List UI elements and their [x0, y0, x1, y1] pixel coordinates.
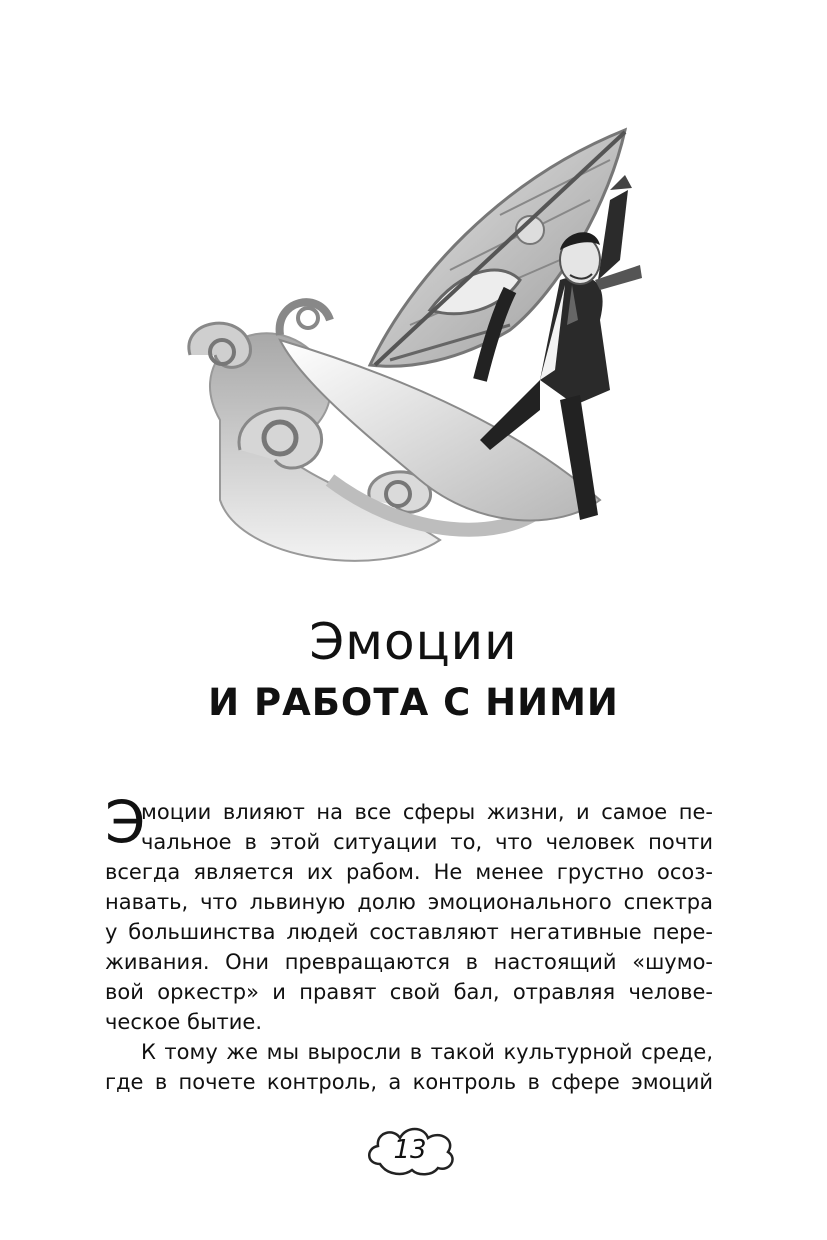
page-number: 13 — [393, 1135, 427, 1165]
text-line: ческое бытие. — [105, 1010, 263, 1034]
page-number-badge — [362, 1120, 458, 1180]
text-line: всегда является их рабом. Не менее грустно осоз- — [105, 860, 713, 884]
chapter-title: Эмоции — [309, 613, 518, 671]
text-line: К тому же мы выросли в такой культурной среде, — [141, 1040, 713, 1064]
text-line: навать, что львиную долю эмоционального спектра — [105, 890, 713, 914]
text-line: чальное в этой ситуации то, что человек почти — [141, 830, 713, 854]
text-line: моции влияют на все сферы жизни, и самое пе- — [141, 800, 713, 824]
drop-cap: Э — [105, 788, 146, 856]
chapter-subtitle: И РАБОТА С НИМИ — [208, 681, 619, 724]
text-line: вой оркестр» и правят свой бал, отравляя челове- — [105, 980, 713, 1004]
text-line: у большинства людей составляют негативные пере- — [105, 920, 713, 944]
body-text — [105, 788, 713, 1097]
windsurfer-illustration — [180, 120, 660, 590]
text-line: живания. Они превращаются в настоящий «шумо- — [105, 950, 713, 974]
text-line: где в почете контроль, а контроль в сфере эмоций — [105, 1070, 713, 1094]
